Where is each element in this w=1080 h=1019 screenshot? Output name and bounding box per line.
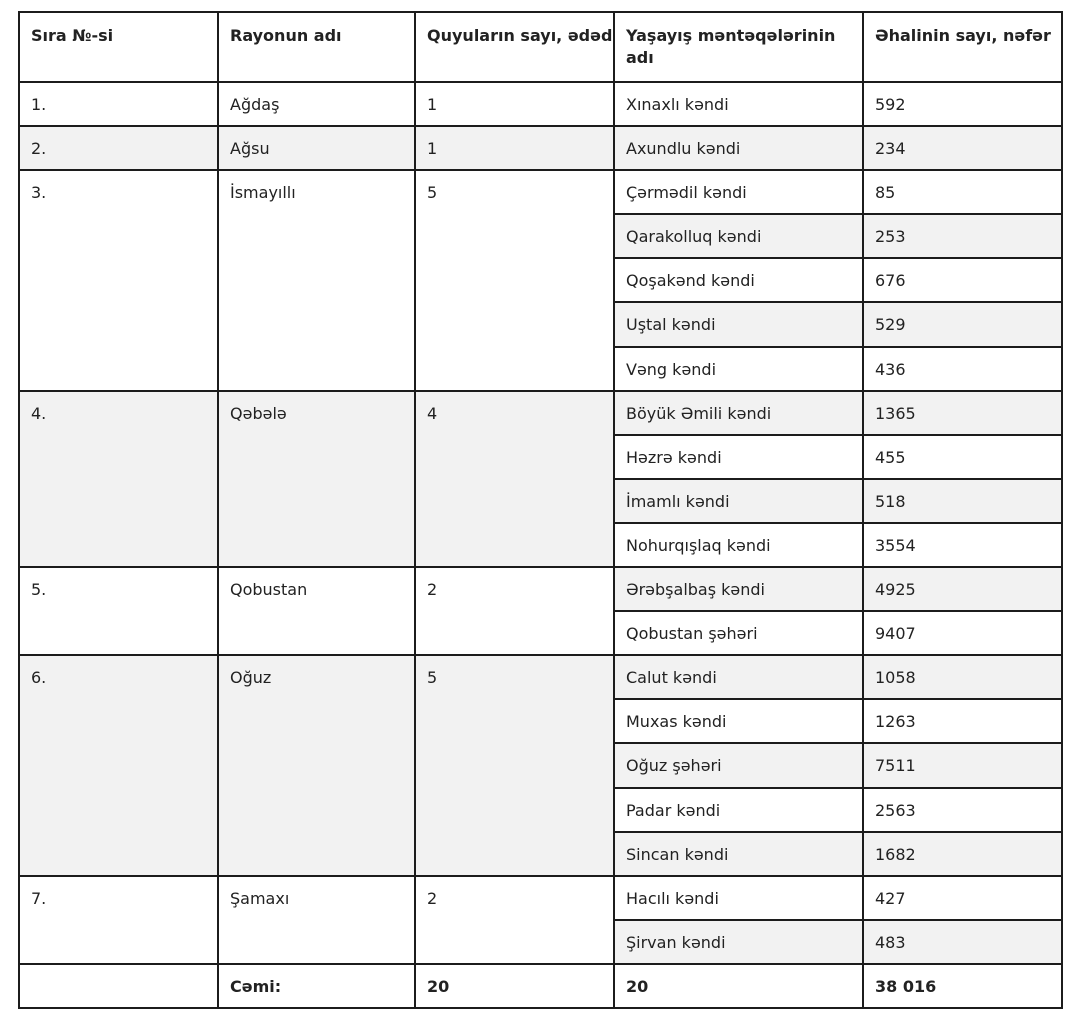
header-population: Əhalinin sayı, nəfər xyxy=(863,12,1062,82)
cell-settlement-name: Böyük Əmili kəndi xyxy=(614,391,863,435)
cell-settlement-name: Hacılı kəndi xyxy=(614,876,863,920)
cell-population: 483 xyxy=(863,920,1062,964)
cell-wells-count: 5 xyxy=(415,655,614,875)
cell-population: 3554 xyxy=(863,523,1062,567)
cell-settlement-name: Xınaxlı kəndi xyxy=(614,82,863,126)
cell-region-number: 3. xyxy=(19,170,218,390)
table-row xyxy=(19,391,1062,435)
cell-population: 2563 xyxy=(863,788,1062,832)
header-region: Rayonun adı xyxy=(218,12,415,82)
cell-wells-count: 5 xyxy=(415,170,614,390)
cell-population: 427 xyxy=(863,876,1062,920)
cell-wells-count: 1 xyxy=(415,82,614,126)
cell-population: 253 xyxy=(863,214,1062,258)
cell-wells-count: 4 xyxy=(415,391,614,567)
cell-settlement-name: Padar kəndi xyxy=(614,788,863,832)
header-wells: Quyuların sayı, ədəd xyxy=(415,12,614,82)
cell-settlement-name: Uştal kəndi xyxy=(614,302,863,346)
cell-settlement-name: Oğuz şəhəri xyxy=(614,743,863,787)
table-row xyxy=(19,876,1062,920)
cell-settlement-name: Calut kəndi xyxy=(614,655,863,699)
cell-settlement-name: Həzrə kəndi xyxy=(614,435,863,479)
cell-region-number: 4. xyxy=(19,391,218,567)
cell-wells-count: 2 xyxy=(415,876,614,964)
header-settlement: Yaşayış məntəqələrinin adı xyxy=(614,12,863,82)
cell-region-name: Ağsu xyxy=(218,126,415,170)
table-row xyxy=(19,126,1062,170)
cell-region-name: Qəbələ xyxy=(218,391,415,567)
cell-population: 234 xyxy=(863,126,1062,170)
cell-settlement-name: Muxas kəndi xyxy=(614,699,863,743)
table-total-row xyxy=(19,964,1062,1008)
cell-population: 85 xyxy=(863,170,1062,214)
cell-population: 518 xyxy=(863,479,1062,523)
cell-region-name: İsmayıllı xyxy=(218,170,415,390)
wells-population-table xyxy=(18,11,1063,1009)
cell-population: 1263 xyxy=(863,699,1062,743)
cell-region-number: 7. xyxy=(19,876,218,964)
cell-population: 9407 xyxy=(863,611,1062,655)
cell-population: 676 xyxy=(863,258,1062,302)
cell-settlement-name: Axundlu kəndi xyxy=(614,126,863,170)
cell-population: 592 xyxy=(863,82,1062,126)
total-empty-cell xyxy=(19,964,218,1008)
cell-wells-count: 2 xyxy=(415,567,614,655)
cell-settlement-name: Şirvan kəndi xyxy=(614,920,863,964)
total-settlements: 20 xyxy=(614,964,863,1008)
table-row xyxy=(19,655,1062,699)
cell-settlement-name: Çərmədil kəndi xyxy=(614,170,863,214)
cell-region-number: 2. xyxy=(19,126,218,170)
cell-settlement-name: Ərəbşalbaş kəndi xyxy=(614,567,863,611)
cell-region-number: 1. xyxy=(19,82,218,126)
table-row xyxy=(19,82,1062,126)
cell-population: 4925 xyxy=(863,567,1062,611)
cell-population: 1682 xyxy=(863,832,1062,876)
header-number: Sıra №-si xyxy=(19,12,218,82)
cell-settlement-name: Qarakolluq kəndi xyxy=(614,214,863,258)
cell-settlement-name: Sincan kəndi xyxy=(614,832,863,876)
cell-settlement-name: İmamlı kəndi xyxy=(614,479,863,523)
total-population: 38 016 xyxy=(863,964,1062,1008)
cell-population: 455 xyxy=(863,435,1062,479)
cell-region-number: 6. xyxy=(19,655,218,875)
cell-population: 529 xyxy=(863,302,1062,346)
cell-population: 7511 xyxy=(863,743,1062,787)
total-wells: 20 xyxy=(415,964,614,1008)
total-label: Cəmi: xyxy=(218,964,415,1008)
cell-population: 1365 xyxy=(863,391,1062,435)
table-header-row xyxy=(19,12,1062,82)
cell-wells-count: 1 xyxy=(415,126,614,170)
cell-region-number: 5. xyxy=(19,567,218,655)
cell-region-name: Oğuz xyxy=(218,655,415,875)
cell-region-name: Ağdaş xyxy=(218,82,415,126)
cell-population: 436 xyxy=(863,347,1062,391)
cell-region-name: Şamaxı xyxy=(218,876,415,964)
table-row xyxy=(19,170,1062,214)
cell-settlement-name: Qoşakənd kəndi xyxy=(614,258,863,302)
cell-settlement-name: Qobustan şəhəri xyxy=(614,611,863,655)
cell-settlement-name: Vəng kəndi xyxy=(614,347,863,391)
cell-population: 1058 xyxy=(863,655,1062,699)
cell-region-name: Qobustan xyxy=(218,567,415,655)
cell-settlement-name: Nohurqışlaq kəndi xyxy=(614,523,863,567)
table-row xyxy=(19,567,1062,611)
